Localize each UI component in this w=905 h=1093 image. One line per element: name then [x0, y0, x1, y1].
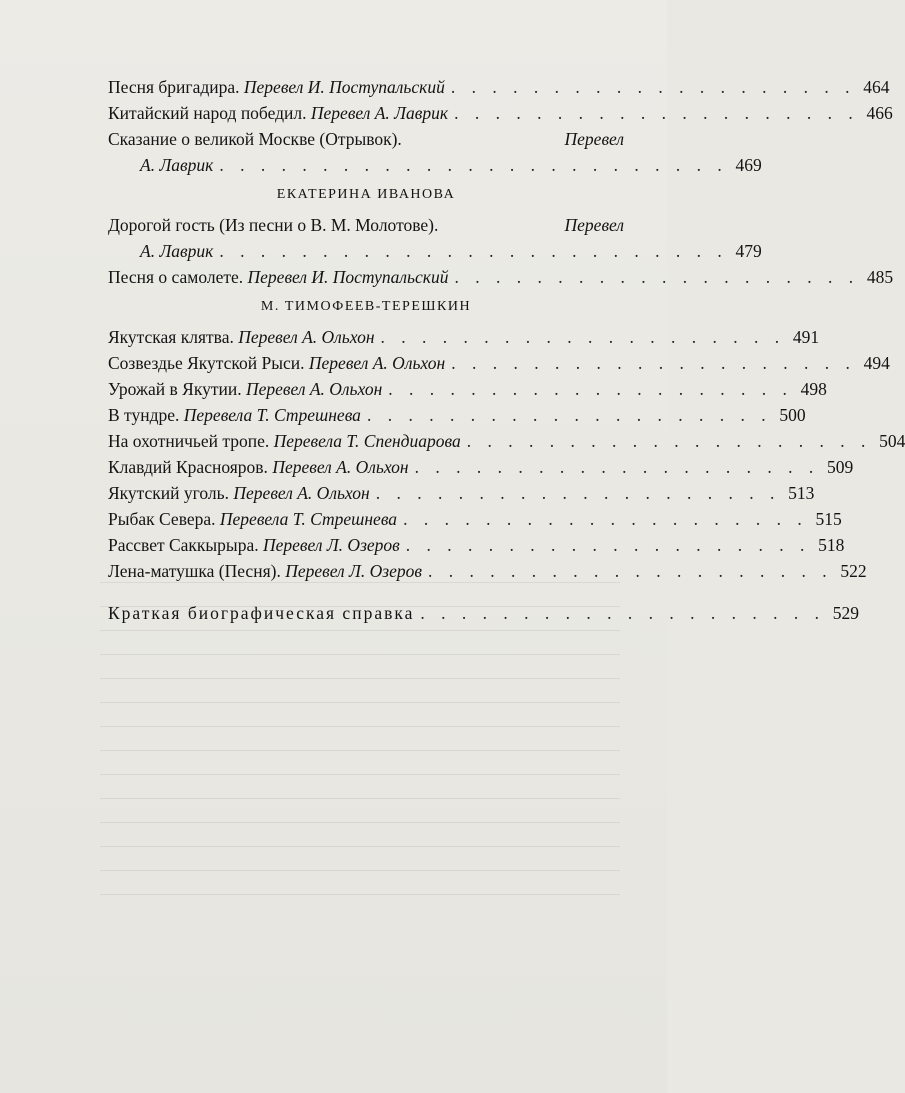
toc-entry[interactable] — [108, 454, 854, 480]
toc-entry[interactable] — [108, 532, 845, 558]
entry-title: В тундре. — [108, 405, 180, 425]
dot-leader: . . . . . . . . . . . . . . . . . . . . — [380, 327, 786, 347]
dot-leader: . . . . . . . . . . . . . . . . . . . . — [366, 405, 772, 425]
dot-leader: . . . . . . . . . . . . . . . . . . . . — [428, 561, 833, 581]
entry-translator: Перевел И. Поступальский — [247, 267, 449, 287]
entry-title: Якутская клятва. — [108, 327, 234, 347]
entry-page: 529 — [832, 603, 859, 623]
dot-leader: . . . . . . . . . . . . . . . . . . . . — [420, 603, 825, 623]
entry-translator: А. Лаврик — [140, 155, 214, 175]
dot-leader: . . . . . . . . . . . . . . . . . . . . . . . . . — [219, 155, 728, 175]
dot-leader: . . . . . . . . . . . . . . . . . . . . — [454, 103, 859, 123]
entry-page: 509 — [826, 457, 854, 477]
entry-page: 494 — [863, 353, 890, 373]
toc-entry[interactable] — [108, 558, 867, 584]
entry-translator: Перевел А. Ольхон — [308, 353, 446, 373]
entry-title: Краткая биографическая справка — [108, 603, 415, 623]
entry-page: 464 — [863, 77, 890, 97]
toc-entry[interactable] — [108, 506, 842, 532]
entry-title: Песня бригадира. — [108, 77, 240, 97]
toc-entry-continuation[interactable] — [108, 152, 762, 178]
entry-translator: Перевел А. Ольхон — [238, 327, 375, 347]
author-heading: М. ТИМОФЕЕВ-ТЕРЕШКИН — [260, 299, 472, 314]
toc-entry[interactable] — [108, 350, 890, 376]
entry-page: 513 — [788, 483, 815, 503]
entry-title: Урожай в Якутии. — [108, 379, 242, 399]
entry-title: Лена-матушка (Песня). — [108, 561, 281, 581]
toc-entry[interactable] — [108, 324, 820, 350]
entry-translator: Перевел Л. Озеров — [262, 535, 400, 555]
entry-translator: Перевел А. Лаврик — [310, 103, 449, 123]
dot-leader: . . . . . . . . . . . . . . . . . . . . — [451, 353, 856, 373]
toc-entry[interactable] — [108, 480, 815, 506]
entry-translator: Перевел А. Ольхон — [245, 379, 383, 399]
entry-translator: Перевел — [564, 129, 624, 149]
table-of-contents — [108, 74, 905, 626]
author-heading: ЕКАТЕРИНА ИВАНОВА — [276, 187, 456, 202]
toc-entry-continuation[interactable] — [108, 238, 762, 264]
toc-entry-bio[interactable] — [108, 600, 859, 626]
entry-translator: Перевела Т. Стрешнева — [183, 405, 361, 425]
entry-translator: Перевел — [564, 215, 624, 235]
dot-leader: . . . . . . . . . . . . . . . . . . . . — [375, 483, 781, 503]
entry-translator: Перевел А. Ольхон — [233, 483, 370, 503]
entry-page: 491 — [792, 327, 820, 347]
entry-title: Якутский уголь. — [108, 483, 230, 503]
entry-title: Созвездье Якутской Рыси. — [108, 353, 305, 373]
entry-title: Клавдий Краснояров. — [108, 457, 268, 477]
entry-page: 500 — [779, 405, 806, 425]
entry-title: Рыбак Севера. — [108, 509, 216, 529]
entry-page: 504 — [879, 431, 905, 451]
toc-entry[interactable] — [108, 402, 806, 428]
entry-page: 479 — [735, 241, 762, 261]
entry-page: 515 — [815, 509, 842, 529]
entry-page: 518 — [818, 535, 845, 555]
entry-page: 498 — [800, 379, 827, 399]
dot-leader: . . . . . . . . . . . . . . . . . . . . . . . . . — [219, 241, 728, 261]
entry-translator: Перевел И. Поступальский — [243, 77, 445, 97]
toc-entry[interactable] — [108, 74, 890, 100]
entry-title: На охотничьей тропе. — [108, 431, 270, 451]
entry-page: 466 — [866, 103, 893, 123]
entry-title: Китайский народ победил. — [108, 103, 307, 123]
dot-leader: . . . . . . . . . . . . . . . . . . . . — [388, 379, 793, 399]
entry-page: 469 — [735, 155, 762, 175]
entry-translator: А. Лаврик — [140, 241, 214, 261]
dot-leader: . . . . . . . . . . . . . . . . . . . . — [403, 509, 808, 529]
dot-leader: . . . . . . . . . . . . . . . . . . . . — [450, 77, 856, 97]
dot-leader: . . . . . . . . . . . . . . . . . . . . — [466, 431, 872, 451]
entry-page: 522 — [840, 561, 867, 581]
toc-entry[interactable] — [108, 100, 893, 126]
entry-title: Песня о самолете. — [108, 267, 244, 287]
toc-entry[interactable] — [108, 126, 624, 152]
toc-entry[interactable] — [108, 212, 624, 238]
dot-leader: . . . . . . . . . . . . . . . . . . . . — [454, 267, 860, 287]
toc-entry[interactable] — [108, 376, 827, 402]
entry-translator: Перевел А. Ольхон — [272, 457, 409, 477]
dot-leader: . . . . . . . . . . . . . . . . . . . . — [405, 535, 811, 555]
toc-entry[interactable] — [108, 428, 905, 454]
entry-translator: Перевела Т. Спендиарова — [273, 431, 461, 451]
entry-title: Сказание о великой Москве (Отрывок). — [108, 129, 402, 149]
dot-leader: . . . . . . . . . . . . . . . . . . . . — [414, 457, 820, 477]
entry-title: Дорогой гость (Из песни о В. М. Молотове). — [108, 215, 439, 235]
toc-entry[interactable] — [108, 264, 894, 290]
entry-translator: Перевела Т. Стрешнева — [219, 509, 398, 529]
entry-title: Рассвет Саккырыра. — [108, 535, 259, 555]
entry-page: 485 — [866, 267, 894, 287]
entry-translator: Перевел Л. Озеров — [285, 561, 422, 581]
